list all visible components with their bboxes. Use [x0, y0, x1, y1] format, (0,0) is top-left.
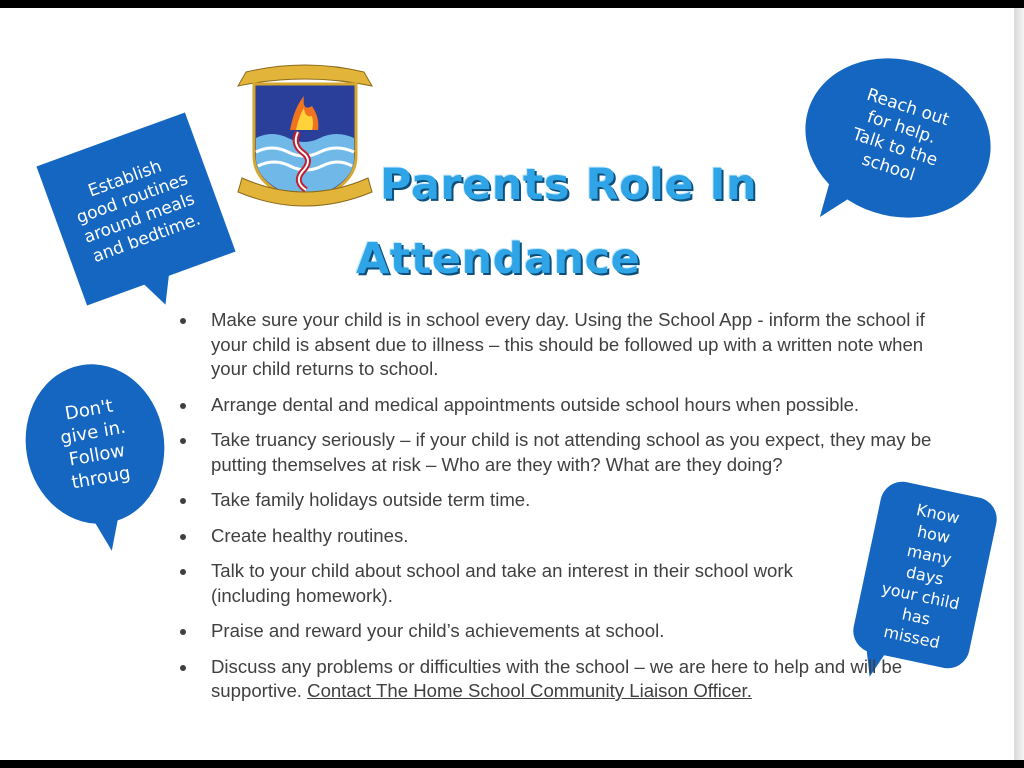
- list-item-text: Create healthy routines.: [211, 524, 409, 546]
- contact-liaison-officer-link[interactable]: Contact The Home School Community Liaison Officer.: [307, 680, 752, 701]
- bullet-dot: [180, 318, 186, 324]
- list-item-text: Talk to your child about school and take an interest in their school work (including homework).: [211, 560, 793, 606]
- speech-bubble-know-days-text: Know how many days your child has missed: [879, 499, 962, 652]
- list-item: [176, 559, 946, 608]
- list-item-text: Take family holidays outside term time.: [211, 489, 531, 510]
- list-item-text: Make sure your child is in school every day. Using the School App - inform the school if your child is absent due to illness – this should be followed up with a written note when your child returns to school.: [211, 309, 925, 379]
- list-item: [176, 524, 946, 549]
- bullet-dot: [180, 534, 186, 540]
- bullet-dot: [180, 498, 186, 504]
- page-title-line-1: Parents Role In: [380, 160, 758, 210]
- speech-bubble-dont-give-in: [13, 353, 177, 535]
- list-item: [176, 488, 946, 513]
- list-item: [176, 428, 946, 477]
- list-item-text: Arrange dental and medical appointments outside school hours when possible.: [211, 393, 860, 415]
- list-item-text: Take truancy seriously – if your child is not attending school as you expect, they may be putting themselves at risk – Who are they with? What are they doing?: [211, 429, 932, 475]
- scrollbar-edge[interactable]: [1014, 8, 1024, 760]
- school-crest-logo: [232, 60, 378, 208]
- bullet-dot: [180, 438, 186, 444]
- speech-bubble-reach-out-text: Reach out for help. Talk to the school: [849, 84, 952, 186]
- speech-bubble-routines: [36, 112, 235, 305]
- speech-bubble-reach-out: [784, 35, 1011, 241]
- list-item: [176, 393, 946, 418]
- speech-bubble-routines-text: Establish good routines around meals and bedtime.: [73, 156, 204, 267]
- speech-bubble-tail: [93, 515, 125, 553]
- speech-bubble-tail: [809, 182, 850, 225]
- speech-bubble-dont-give-in-text: Don't give in. Follow throug: [58, 395, 133, 494]
- advice-list: [176, 308, 946, 715]
- list-item: [176, 308, 946, 382]
- list-item-text: Discuss any problems or difficulties with the school – we are here to help and will be supportive.: [211, 655, 903, 701]
- bullet-dot: [180, 403, 186, 409]
- bullet-dot: [180, 665, 186, 671]
- page-title-line-2: Attendance: [356, 234, 641, 284]
- list-item-text: Praise and reward your child’s achievements at school.: [211, 620, 665, 641]
- bullet-dot: [180, 629, 186, 635]
- list-item: [176, 655, 946, 704]
- document-page: [0, 8, 1014, 760]
- bullet-dot: [180, 569, 186, 575]
- speech-bubble-tail: [143, 274, 179, 310]
- list-item: [176, 619, 946, 644]
